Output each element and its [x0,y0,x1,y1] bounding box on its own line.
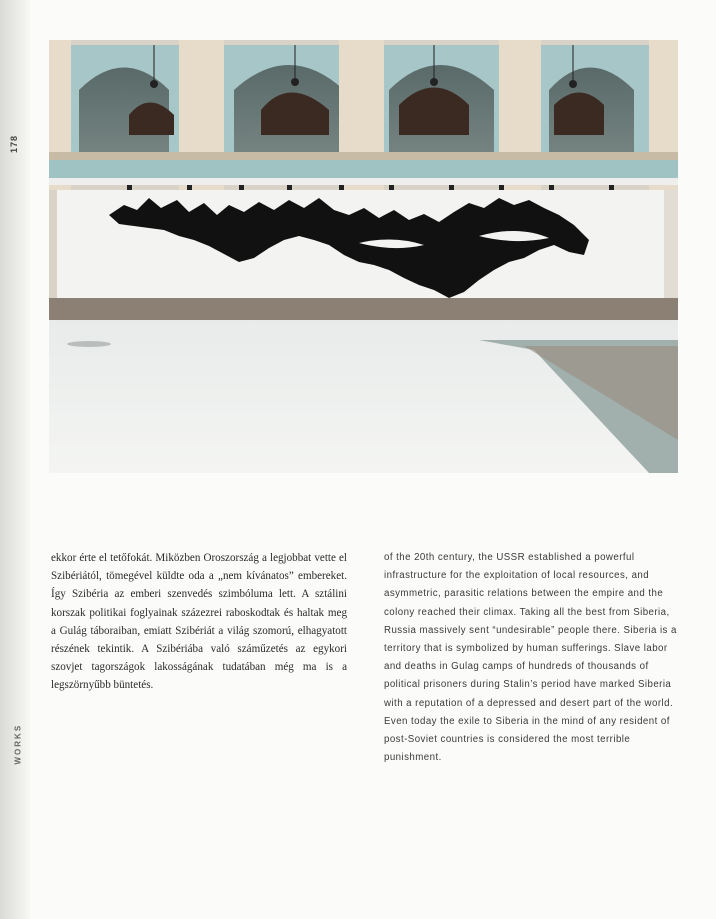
section-label: WORKS [13,723,23,765]
english-paragraph: of the 20th century, the USSR established a powerful infrastructure for the exploitation of local resources, and asymmetric, parasitic relations between the empire and the colony reached their climax. Taking all the best from Siberia, Russia massively sent “undesirable” people there. Siberia is a territory that is symbolized by human sufferings. Slave labor and deaths in Gulag camps of hundreds of thousands of political prisoners during Stalin’s period have marked Siberia with a reputation of a depressed and desert part of the world. Even today the exile to Siberia in the mind of any resident of post-Soviet countries is considered the most terrible punishment. [384,552,677,764]
hungarian-text-column [51,549,347,695]
arch-row [49,40,678,190]
page-number: 178 [9,134,19,153]
installation-photo [49,40,678,473]
english-text-column [384,549,680,767]
hungarian-paragraph: ekkor érte el tetőfokát. Miközben Oroszország a legjobbat vette el Szibériától, tömegével küldte oda a „nem kívánatos” embereket. Így Szibéria az emberi szenvedés szimbóluma lett. A sztálini korszak politikai foglyainak százezrei raboskodtak és haltak meg a Gulág táboraiban, emiatt Szibériát a világ szomorú, elhagyatott részének tekintik. A Szibériába való száműzetés az egykori szovjet tagországok lakosságának tudatában még ma is a legszörnyűbb büntetés. [51,552,347,692]
